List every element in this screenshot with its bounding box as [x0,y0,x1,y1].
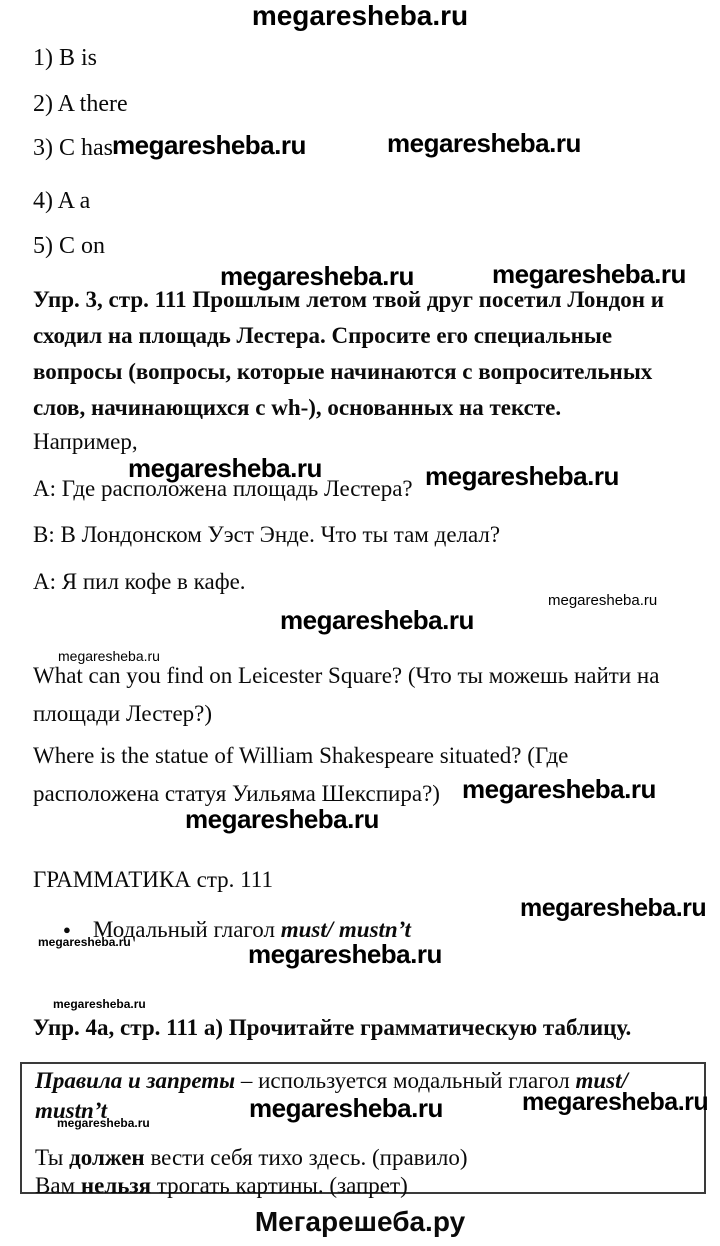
watermark: megaresheba.ru [220,261,414,291]
bullet-label: Модальный глагол [92,917,281,942]
exercise3-task-line: вопросы (вопросы, которые начинаются с вопросительных [33,359,653,384]
question2-line: расположена статуя Уильяма Шекспира?) [33,781,440,806]
watermark: megaresheba.ru [38,935,131,949]
question2-line: Where is the statue of William Shakespeare situated? (Где [33,743,569,768]
watermark: megaresheba.ru [492,259,686,289]
watermark: megaresheba.ru [128,453,322,483]
watermark: megaresheba.ru [548,592,658,609]
watermark: megaresheba.ru [425,461,619,491]
answer-item-2: 2) A there [33,91,128,117]
rule-verb-1: must/ [575,1068,628,1093]
example1-post: вести себя тихо здесь. (правило) [144,1145,468,1170]
answer-item-3: 3) C has [33,135,113,161]
rule-title-rest: – используется модальный глагол [235,1068,576,1093]
example2-pre: Вам [35,1173,81,1198]
grammar-rule-box [20,1062,709,1198]
watermark: megaresheba.ru [112,130,306,160]
example2-post: трогать картины. (запрет) [151,1173,408,1198]
footer-brand: Мегарешеба.ру [254,1206,466,1237]
exercise3-task [33,288,664,432]
question-1 [33,664,659,740]
grammar-heading: ГРАММАТИКА стр. 111 [33,867,273,892]
question1-line: площади Лестер?) [33,701,213,726]
rule-example-1 [35,1146,468,1170]
dialog-line: А: Где расположена площадь Лестера? [33,476,413,501]
exercise3-task-line: Упр. 3, стр. 111 Прошлым летом твой друг посетил Лондон и [33,287,665,312]
bullet-icon: ● [63,922,71,937]
rule-example-2 [35,1174,408,1198]
exercise3-task-line: слов, начинающихся с wh-), основанных на тексте. [33,395,562,420]
watermark: megaresheba.ru [248,939,442,969]
watermark: megaresheba.ru [53,997,146,1011]
answer-item-4: 4) A a [33,188,91,214]
dialog-line: В: В Лондонском Уэст Энде. Что ты там делал? [33,522,501,547]
dialog-line: А: Я пил кофе в кафе. [33,569,246,594]
watermark: megaresheba.ru [185,804,379,834]
example2-bold: нельзя [80,1173,152,1198]
exercise3-task-line: сходил на площадь Лестера. Спросите его специальные [33,323,613,348]
site-watermark-header: megaresheba.ru [251,0,469,31]
example1-pre: Ты [35,1145,70,1170]
watermark: megaresheba.ru [522,1088,709,1116]
question1-line: What can you find on Leicester Square? (Что ты можешь найти на [33,663,660,688]
watermark: megaresheba.ru [58,648,160,664]
example1-bold: должен [69,1145,145,1170]
answer-item-5: 5) C on [33,233,105,259]
rule-title: Правила и запреты [35,1068,236,1093]
exercise4-title: Упр. 4а, стр. 111 а) Прочитайте грамматическую таблицу. [33,1015,632,1040]
watermark: megaresheba.ru [280,605,474,635]
watermark: megaresheba.ru [57,1116,150,1130]
watermark: megaresheba.ru [249,1093,443,1123]
watermark: megaresheba.ru [387,128,581,158]
example-label: Например, [33,429,138,454]
watermark: megaresheba.ru [462,774,656,804]
bullet-verbs: must/ mustn’t [280,917,411,942]
watermark: megaresheba.ru [520,894,707,922]
answer-item-1: 1) B is [33,45,98,71]
rule-verb-2: mustn’t [35,1098,108,1123]
